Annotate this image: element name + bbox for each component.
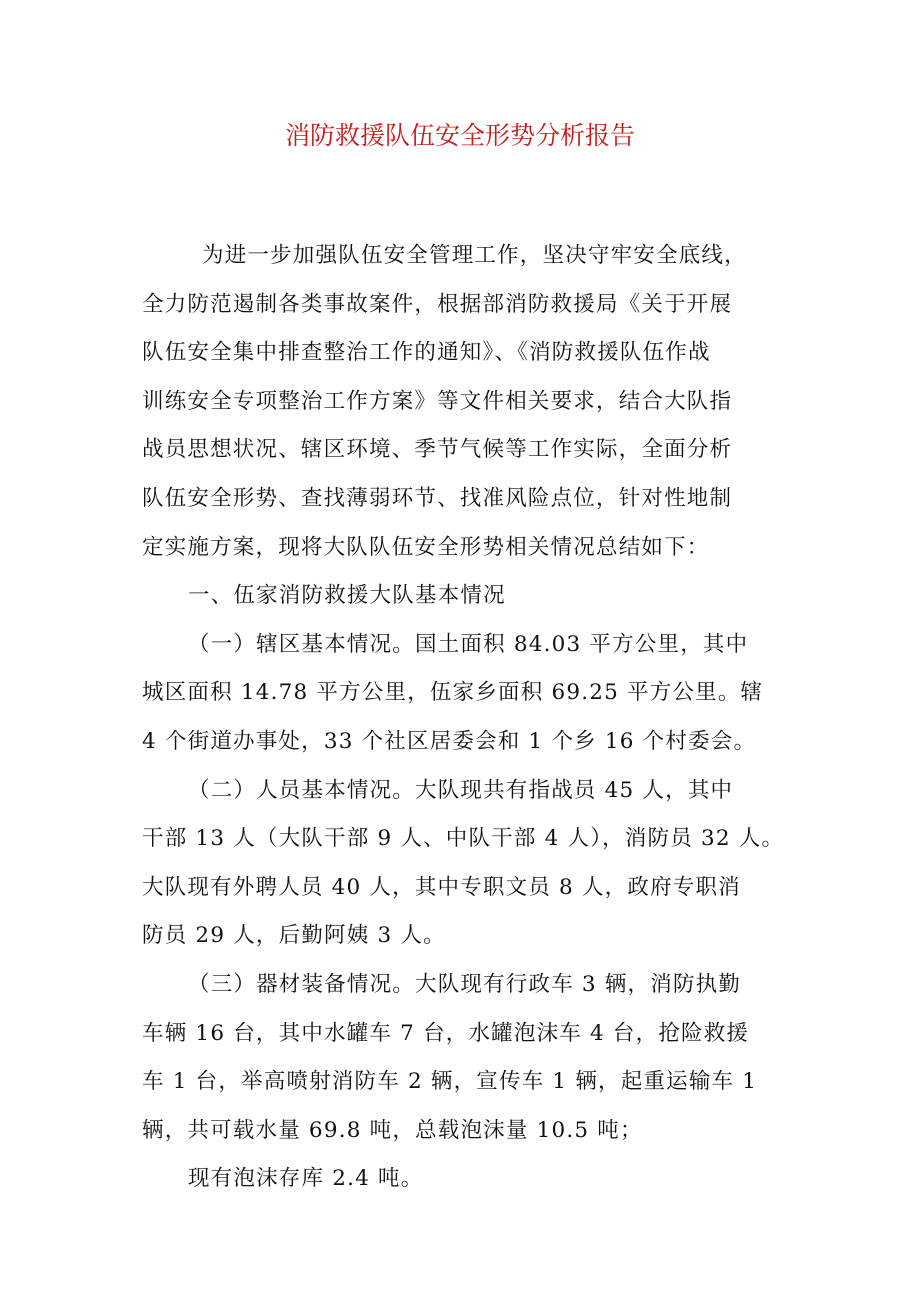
paragraph-line: 城区面积 14.78 平方公里，伍家乡面积 69.25 平方公里。辖 (142, 680, 764, 706)
paragraph-line: 战员思想状况、辖区环境、季节气候等工作实际，全面分析 (142, 437, 733, 463)
paragraph-line: 全力防范遏制各类事故案件，根据部消防救援局《关于开展 (142, 291, 733, 317)
paragraph-line: （三）器材装备情况。大队现有行政车 3 辆，消防执勤 (188, 971, 742, 997)
paragraph-line: 大队现有外聘人员 40 人，其中专职文员 8 人，政府专职消 (142, 874, 741, 900)
paragraph-line: 辆，共可载水量 69.8 吨，总载泡沫量 10.5 吨； (142, 1117, 643, 1143)
paragraph-line: 队伍安全集中排查整治工作的通知》、《消防救援队伍作战 (142, 340, 711, 366)
paragraph-line: 4 个街道办事处，33 个社区居委会和 1 个乡 16 个村委会。 (142, 728, 757, 754)
paragraph-line: 为进一步加强队伍安全管理工作，坚决守牢安全底线， (202, 243, 747, 268)
paragraph-line: 一、伍家消防救援大队基本情况 (188, 583, 506, 609)
paragraph-line: 防员 29 人，后勤阿姨 3 人。 (142, 923, 446, 949)
paragraph-line: 车辆 16 台，其中水罐车 7 台，水罐泡沫车 4 台，抢险救援 (142, 1020, 750, 1046)
paragraph-line: 队伍安全形势、查找薄弱环节、找准风险点位，针对性地制 (142, 485, 733, 511)
document-title: 消防救援队伍安全形势分析报告 (284, 121, 635, 150)
paragraph-line: （一）辖区基本情况。国土面积 84.03 平方公里，其中 (188, 631, 749, 657)
paragraph-line: 现有泡沫存库 2.4 吨。 (188, 1166, 424, 1192)
paragraph-line: 定实施方案，现将大队队伍安全形势相关情况总结如下： (142, 534, 710, 560)
paragraph-line: 车 1 台，举高喷射消防车 2 辆，宣传车 1 辆，起重运输车 1 (142, 1069, 758, 1095)
document-body (142, 232, 785, 1204)
paragraph-line: 干部 13 人（大队干部 9 人、中队干部 4 人），消防员 32 人。 (142, 826, 785, 852)
paragraph-line: 训练安全专项整治工作方案》等文件相关要求，结合大队指 (142, 388, 733, 414)
paragraph-line: （二）人员基本情况。大队现共有指战员 45 人，其中 (188, 777, 734, 803)
